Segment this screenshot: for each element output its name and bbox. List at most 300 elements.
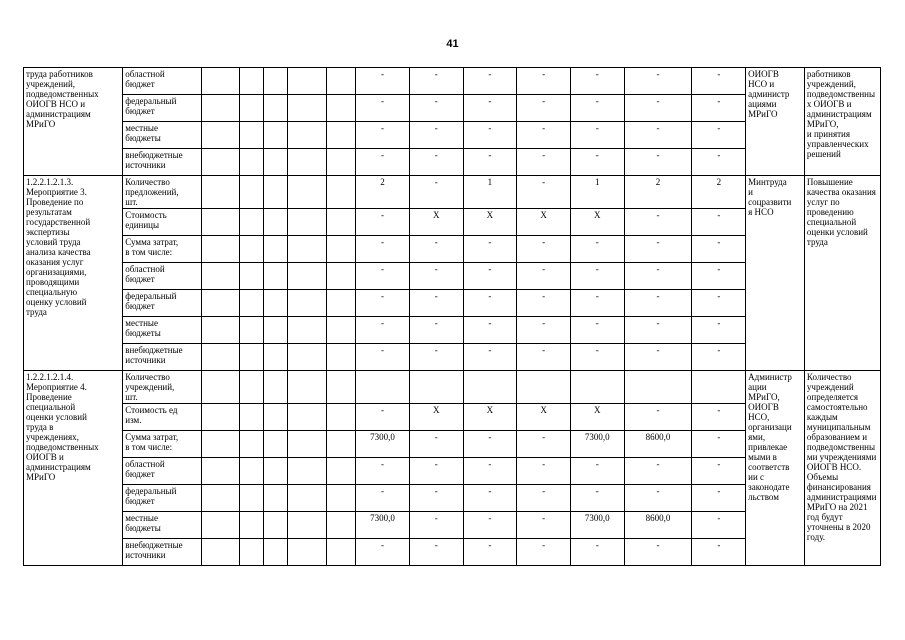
indicator-label-cell [123,236,202,263]
indicator-label-line: внебюджетные [125,540,183,550]
empty-cell [326,209,355,236]
indicator-label-line: бюджет [125,106,155,116]
indicator-label-line: в том числе: [125,442,173,452]
value-cell: - [356,485,410,512]
measure-name-line: Мероприятие 4. [26,382,87,392]
value-cell: - [356,344,410,371]
indicator-label-cell [123,263,202,290]
indicator-label-line: Стоимость ед [125,405,178,415]
measure-name-line: оказания услуг [26,257,84,267]
empty-cell [288,263,326,290]
expected-result-line: год будут [806,512,843,522]
measure-name-line: учреждений, [26,79,76,89]
measure-name-line: ОИОГВ НСО и [26,99,86,109]
value-cell: - [356,149,410,176]
value-cell: - [692,404,746,431]
measure-name-line: экспертизы [26,227,70,237]
empty-cell [264,458,288,485]
value-cell: - [409,485,463,512]
expected-result-line: учреждений, [806,79,856,89]
value-cell: - [570,317,624,344]
executor-line: НСО, [748,412,770,422]
value-cell: - [409,236,463,263]
value-cell: - [463,431,517,458]
empty-cell [326,431,355,458]
indicator-label-line: в том числе: [125,247,173,257]
indicator-label-line: федеральный [125,96,177,106]
value-cell: X [517,404,571,431]
expected-result-line: решений [806,149,841,159]
value-cell: - [409,344,463,371]
indicator-label-line: бюджет [125,79,155,89]
value-cell: - [517,149,571,176]
measure-name-line: МРиГО [26,119,56,129]
indicator-label-line: бюджеты [125,523,161,533]
empty-cell [264,68,288,95]
empty-cell [239,149,263,176]
measure-name-line: специальную [26,287,78,297]
empty-cell [239,485,263,512]
empty-cell [326,371,355,404]
empty-cell [239,512,263,539]
indicator-label-cell [123,404,202,431]
empty-cell [264,149,288,176]
indicator-label-line: внебюджетные [125,345,183,355]
indicator-label-line: бюджеты [125,328,161,338]
value-cell: 2 [692,176,746,209]
value-cell: - [517,290,571,317]
value-cell: - [692,95,746,122]
expected-result-line: и принятия [806,129,850,139]
measure-name-line: специальной [26,402,76,412]
empty-cell [326,68,355,95]
indicator-label-line: областной [125,459,165,469]
expected-result-cell [804,371,880,566]
value-cell: 1 [463,176,517,209]
empty-cell [202,263,239,290]
indicator-label-line: источники [125,550,166,560]
expected-result-cell [804,176,880,371]
value-cell: - [356,236,410,263]
value-cell: - [570,68,624,95]
indicator-label-cell [123,122,202,149]
empty-cell [239,236,263,263]
empty-cell [264,371,288,404]
indicator-label-cell [123,68,202,95]
value-cell: X [570,209,624,236]
value-cell: 1 [570,176,624,209]
empty-cell [326,263,355,290]
value-cell: - [409,149,463,176]
executor-line: мыми в [748,452,777,462]
executor-line: Администр [748,372,792,382]
value-cell: X [570,404,624,431]
value-cell: X [409,209,463,236]
empty-cell [264,122,288,149]
value-cell: X [463,209,517,236]
indicator-label-line: предложений, [125,187,179,197]
empty-cell [264,176,288,209]
empty-cell [326,176,355,209]
value-cell: - [624,122,692,149]
value-cell: - [517,317,571,344]
value-cell: - [356,317,410,344]
indicator-label-line: Сумма затрат, [125,432,179,442]
value-cell: - [463,485,517,512]
table-row [24,176,881,209]
empty-cell [326,236,355,263]
empty-cell [288,512,326,539]
value-cell [409,371,463,404]
empty-cell [264,344,288,371]
indicator-label-line: источники [125,160,166,170]
value-cell: - [517,236,571,263]
measure-name-line: труда [26,307,47,317]
value-cell: - [624,317,692,344]
value-cell: - [624,149,692,176]
empty-cell [239,68,263,95]
expected-result-line: специальной [806,217,857,227]
empty-cell [264,290,288,317]
value-cell: - [692,209,746,236]
empty-cell [326,512,355,539]
value-cell: - [517,539,571,566]
empty-cell [202,458,239,485]
value-cell: - [624,344,692,371]
value-cell: - [356,122,410,149]
empty-cell [288,317,326,344]
empty-cell [264,317,288,344]
value-cell: - [463,122,517,149]
empty-cell [202,317,239,344]
empty-cell [202,149,239,176]
empty-cell [288,371,326,404]
empty-cell [288,209,326,236]
value-cell: - [409,290,463,317]
expected-result-line: МРиГО на 2021 [806,502,868,512]
value-cell: - [570,149,624,176]
executor-line: МРиГО, [748,392,780,402]
value-cell: - [409,458,463,485]
table-row [24,68,881,95]
empty-cell [239,317,263,344]
measure-name-cell [24,371,123,566]
empty-cell [326,404,355,431]
expected-result-line: подведомственны [806,442,876,452]
measure-name-line: труда работников [26,69,93,79]
empty-cell [202,485,239,512]
value-cell [570,371,624,404]
expected-result-line: ОИОГВ НСО. [806,462,862,472]
value-cell: - [692,344,746,371]
empty-cell [264,485,288,512]
empty-cell [264,236,288,263]
indicator-label-cell [123,290,202,317]
expected-result-line: учреждений [806,382,854,392]
value-cell: - [463,263,517,290]
expected-result-line: управленческих [806,139,869,149]
measure-name-cell [24,176,123,371]
empty-cell [264,404,288,431]
empty-cell [326,95,355,122]
value-cell: - [624,539,692,566]
empty-cell [264,539,288,566]
expected-result-line: Количество [806,372,852,382]
empty-cell [264,95,288,122]
empty-cell [239,263,263,290]
value-cell: - [517,122,571,149]
executor-line: соцразвити [748,197,792,207]
indicator-label-line: областной [125,69,165,79]
empty-cell [239,539,263,566]
measure-name-cell [24,68,123,176]
indicator-label-cell [123,539,202,566]
value-cell: - [624,95,692,122]
empty-cell [202,371,239,404]
indicator-label-line: Стоимость [125,210,167,220]
empty-cell [239,122,263,149]
empty-cell [288,95,326,122]
value-cell: - [570,236,624,263]
empty-cell [264,263,288,290]
value-cell: - [356,404,410,431]
value-cell: X [409,404,463,431]
measure-name-line: анализа качества [26,247,91,257]
measure-name-line: учреждениях, [26,432,79,442]
measure-name-line: условий труда [26,237,81,247]
value-cell: 8600,0 [624,512,692,539]
measure-name-line: государственной [26,217,91,227]
value-cell: - [463,512,517,539]
value-cell: - [409,317,463,344]
indicator-label-cell [123,176,202,209]
empty-cell [288,404,326,431]
executor-line: ии с [748,472,765,482]
expected-result-line: самостоятельно [806,402,868,412]
empty-cell [239,95,263,122]
executor-line: администр [748,89,790,99]
value-cell: - [463,290,517,317]
value-cell: - [463,539,517,566]
expected-result-line: труда [806,237,828,247]
value-cell: - [409,539,463,566]
indicator-label-cell [123,371,202,404]
value-cell: - [692,149,746,176]
indicator-label-cell [123,512,202,539]
value-cell: - [624,68,692,95]
expected-result-line: администрациям [806,109,872,119]
value-cell: - [463,149,517,176]
value-cell: - [692,317,746,344]
value-cell: - [692,485,746,512]
indicator-label-line: бюджет [125,496,155,506]
value-cell: - [570,95,624,122]
indicator-label-line: шт. [125,197,138,207]
value-cell: 8600,0 [624,431,692,458]
expected-result-line: работников [806,69,851,79]
value-cell: - [517,95,571,122]
empty-cell [288,176,326,209]
empty-cell [202,122,239,149]
indicator-label-line: федеральный [125,291,177,301]
executor-line: Минтруда [748,177,787,187]
value-cell: - [517,263,571,290]
value-cell: - [624,404,692,431]
expected-result-line: подведомственны [806,89,876,99]
empty-cell [288,68,326,95]
value-cell: - [356,539,410,566]
executor-line: законодате [748,482,790,492]
value-cell: - [409,122,463,149]
value-cell: - [409,68,463,95]
empty-cell [239,176,263,209]
executor-line: я НСО [748,207,774,217]
empty-cell [202,68,239,95]
empty-cell [202,512,239,539]
indicator-label-line: местные [125,123,158,133]
value-cell [356,371,410,404]
expected-result-cell [804,68,880,176]
expected-result-line: образованием и [806,432,868,442]
measure-name-line: ОИОГВ и [26,452,64,462]
executor-cell [746,68,805,176]
executor-line: организаци [748,422,792,432]
value-cell: - [570,458,624,485]
empty-cell [288,458,326,485]
executor-line: и [748,187,753,197]
executor-line: ОИОГВ [748,69,779,79]
indicator-label-line: единицы [125,220,160,230]
value-cell: - [692,458,746,485]
value-cell: 2 [624,176,692,209]
measure-name-line: 1.2.2.1.2.1.4. [26,372,74,382]
value-cell: - [624,485,692,512]
empty-cell [264,512,288,539]
empty-cell [202,290,239,317]
value-cell: - [517,485,571,512]
indicator-label-line: областной [125,264,165,274]
value-cell: - [624,290,692,317]
page-number: 41 [446,38,459,50]
empty-cell [202,176,239,209]
indicator-label-line: местные [125,318,158,328]
indicator-label-line: бюджеты [125,133,161,143]
value-cell [624,371,692,404]
measure-name-line: подведомственных [26,89,99,99]
value-cell: - [409,263,463,290]
indicator-label-cell [123,458,202,485]
indicator-label-line: изм. [125,415,142,425]
expected-result-line: ми учреждениями [806,452,877,462]
value-cell: - [692,122,746,149]
expected-result-line: Повышение [806,177,853,187]
value-cell: 7300,0 [570,431,624,458]
empty-cell [326,317,355,344]
value-cell: - [356,68,410,95]
value-cell: - [517,512,571,539]
indicator-label-cell [123,95,202,122]
empty-cell [239,371,263,404]
value-cell [517,371,571,404]
executor-line: соответств [748,462,790,472]
value-cell: X [517,209,571,236]
executor-line: ОИОГВ [748,402,779,412]
value-cell: 7300,0 [356,512,410,539]
value-cell: - [570,485,624,512]
empty-cell [326,458,355,485]
empty-cell [202,431,239,458]
value-cell: - [692,431,746,458]
value-cell: - [570,290,624,317]
value-cell: - [409,431,463,458]
executor-line: привлекае [748,442,788,452]
expected-result-line: качества оказания [806,187,876,197]
value-cell: - [409,95,463,122]
indicator-label-line: бюджет [125,469,155,479]
expected-result-line: финансирования [806,482,871,492]
empty-cell [202,95,239,122]
expected-result-line: МРиГО, [806,119,839,129]
empty-cell [239,404,263,431]
value-cell: - [409,512,463,539]
measure-name-line: 1.2.2.1.2.1.3. [26,177,74,187]
empty-cell [288,344,326,371]
value-cell: - [517,68,571,95]
executor-line: ями, [748,432,766,442]
measure-name-line: администрациям [26,462,91,472]
expected-result-line: администрациями [806,492,877,502]
value-cell: - [356,290,410,317]
empty-cell [202,404,239,431]
empty-cell [264,431,288,458]
executor-cell [746,371,805,566]
expected-result-line: оценки условий [806,227,868,237]
value-cell: - [570,539,624,566]
measure-name-line: Проведение [26,392,72,402]
value-cell: - [517,458,571,485]
empty-cell [239,431,263,458]
empty-cell [288,122,326,149]
indicator-label-line: источники [125,355,166,365]
value-cell: X [463,404,517,431]
program-table [23,67,881,566]
measure-name-line: подведомственных [26,442,99,452]
empty-cell [326,539,355,566]
indicator-label-line: бюджет [125,301,155,311]
empty-cell [288,149,326,176]
value-cell: - [624,236,692,263]
indicator-label-line: внебюджетные [125,150,183,160]
value-cell: - [692,236,746,263]
value-cell: - [570,122,624,149]
empty-cell [202,539,239,566]
empty-cell [239,290,263,317]
value-cell: - [409,176,463,209]
indicator-label-line: Количество [125,177,170,187]
indicator-label-line: бюджет [125,274,155,284]
value-cell: - [570,263,624,290]
empty-cell [326,485,355,512]
empty-cell [288,539,326,566]
value-cell: - [692,263,746,290]
measure-name-line: МРиГО [26,472,56,482]
value-cell: 2 [356,176,410,209]
empty-cell [202,209,239,236]
table-row [24,371,881,404]
value-cell [692,371,746,404]
measure-name-line: оценки условий [26,412,87,422]
empty-cell [326,149,355,176]
